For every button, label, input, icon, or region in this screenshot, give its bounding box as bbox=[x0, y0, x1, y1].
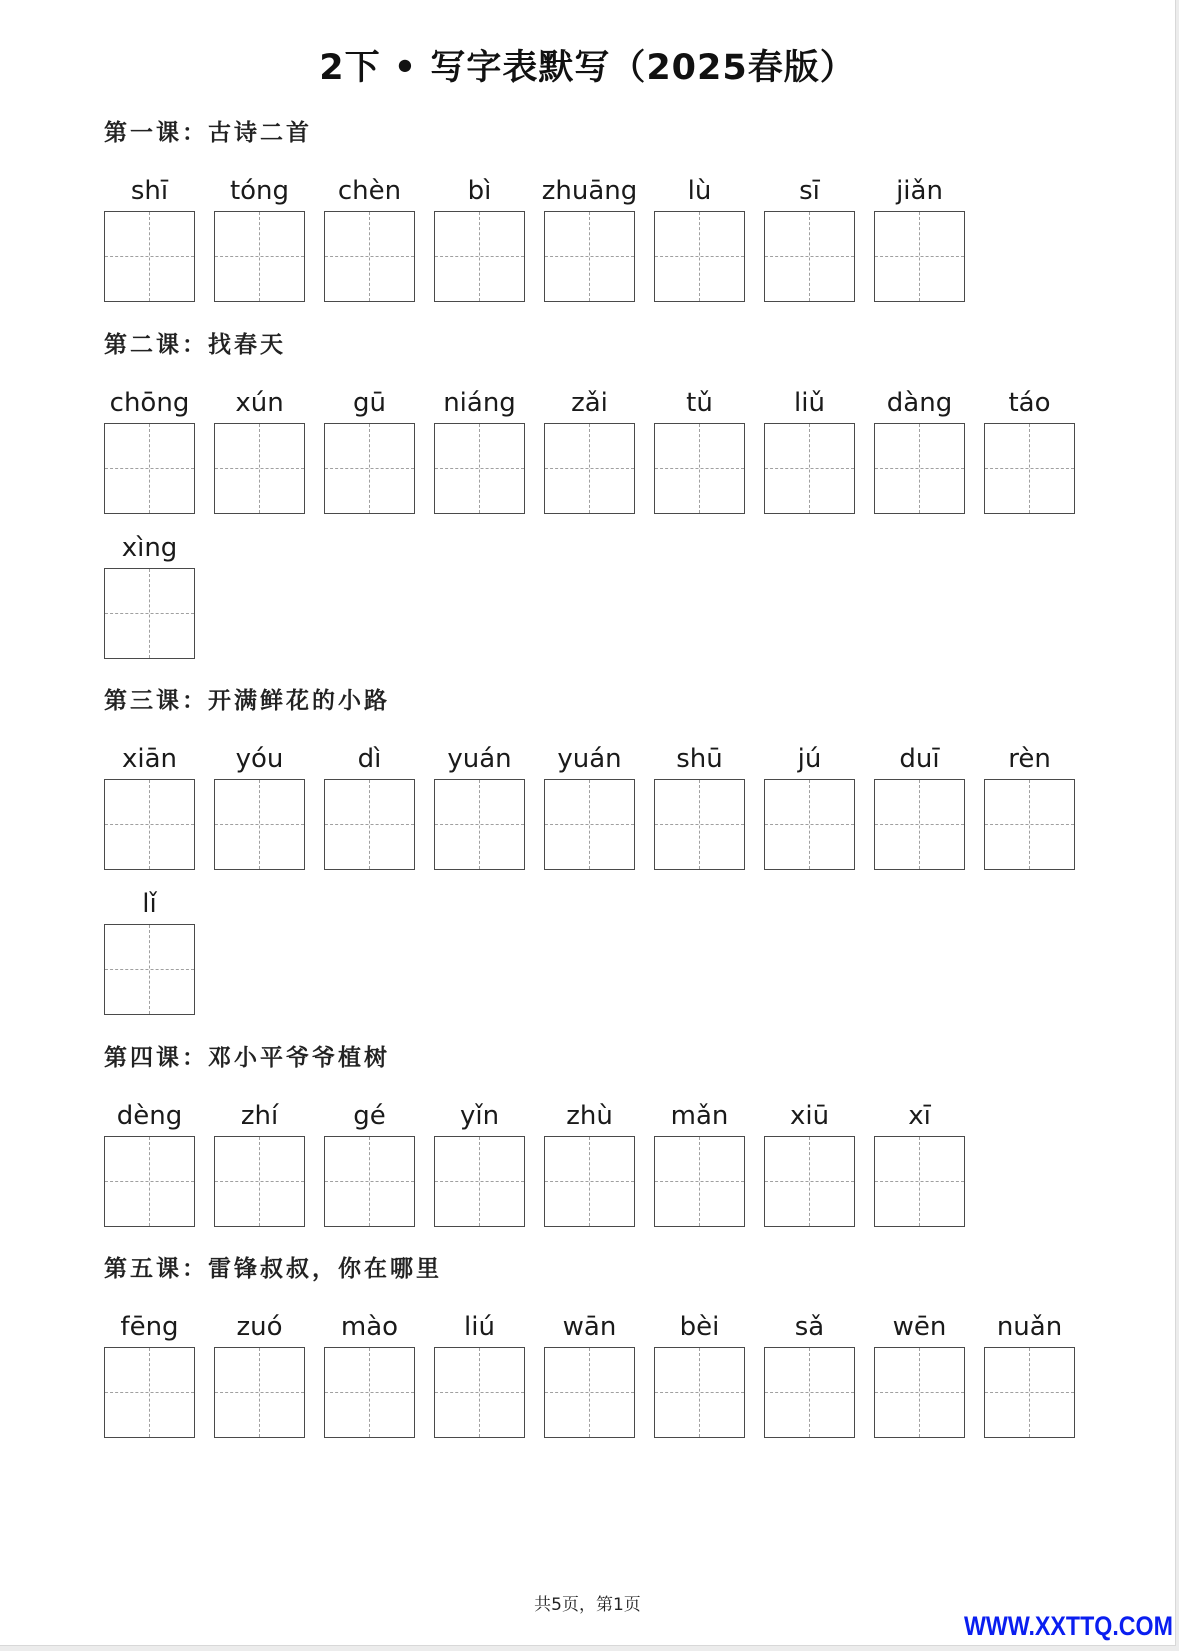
writing-box[interactable] bbox=[984, 779, 1075, 870]
writing-box[interactable] bbox=[654, 211, 745, 302]
pinyin-label: liǔ bbox=[794, 388, 825, 418]
writing-box[interactable] bbox=[874, 1347, 965, 1438]
char-cell bbox=[874, 1097, 965, 1227]
writing-box[interactable] bbox=[984, 1347, 1075, 1438]
pinyin-label: sǎ bbox=[794, 1312, 825, 1342]
pinyin-label: shī bbox=[130, 176, 169, 206]
pinyin-label: chèn bbox=[337, 176, 402, 206]
writing-box[interactable] bbox=[764, 1136, 855, 1227]
pinyin-label: xún bbox=[235, 388, 284, 418]
pinyin-label: gū bbox=[353, 388, 386, 418]
writing-box[interactable] bbox=[654, 779, 745, 870]
pinyin-label: niáng bbox=[443, 388, 516, 418]
pinyin-label: duī bbox=[899, 744, 940, 774]
pinyin-label: dàng bbox=[886, 388, 953, 418]
writing-box[interactable] bbox=[434, 1347, 525, 1438]
pinyin-label: jiǎn bbox=[896, 176, 943, 206]
pinyin-label: fēng bbox=[120, 1312, 179, 1342]
lesson-title: 第四课：邓小平爷爷植树 bbox=[104, 1044, 390, 1071]
char-cell bbox=[764, 384, 855, 514]
pinyin-label: rèn bbox=[1008, 744, 1051, 774]
lesson-4 bbox=[104, 1041, 1075, 1227]
char-cell bbox=[214, 1308, 305, 1438]
pinyin-label: zhù bbox=[566, 1101, 613, 1131]
pinyin-label: zhí bbox=[240, 1101, 279, 1131]
char-grid bbox=[104, 1308, 1075, 1438]
writing-box[interactable] bbox=[874, 423, 965, 514]
lesson-title: 第二课：找春天 bbox=[104, 331, 286, 358]
pinyin-label: xiān bbox=[121, 744, 178, 774]
char-cell bbox=[984, 1308, 1075, 1438]
char-cell bbox=[104, 384, 195, 514]
writing-box[interactable] bbox=[214, 1347, 305, 1438]
writing-box[interactable] bbox=[324, 1347, 415, 1438]
char-grid bbox=[104, 172, 1075, 302]
char-cell bbox=[324, 172, 415, 302]
writing-box[interactable] bbox=[214, 423, 305, 514]
pinyin-label: zǎi bbox=[571, 388, 608, 418]
char-grid bbox=[104, 740, 1075, 1015]
writing-box[interactable] bbox=[764, 1347, 855, 1438]
char-cell bbox=[434, 384, 525, 514]
writing-box[interactable] bbox=[984, 423, 1075, 514]
char-cell bbox=[324, 384, 415, 514]
pinyin-label: wēn bbox=[892, 1312, 947, 1342]
writing-box[interactable] bbox=[544, 779, 635, 870]
pinyin-label: dì bbox=[357, 744, 382, 774]
char-cell bbox=[104, 740, 195, 870]
pinyin-label: tǔ bbox=[686, 388, 713, 418]
char-grid bbox=[104, 384, 1075, 659]
writing-box[interactable] bbox=[324, 1136, 415, 1227]
char-cell bbox=[874, 384, 965, 514]
writing-box[interactable] bbox=[654, 423, 745, 514]
pinyin-label: lù bbox=[687, 176, 712, 206]
char-grid bbox=[104, 1097, 1075, 1227]
pinyin-label: yóu bbox=[235, 744, 284, 774]
lesson-1 bbox=[104, 116, 1075, 302]
pinyin-label: mào bbox=[340, 1312, 399, 1342]
pinyin-label: liú bbox=[464, 1312, 495, 1342]
site-watermark: WWW.XXTTQ.COM bbox=[964, 1611, 1173, 1641]
writing-box[interactable] bbox=[434, 1136, 525, 1227]
writing-box[interactable] bbox=[434, 779, 525, 870]
writing-box[interactable] bbox=[104, 568, 195, 659]
pinyin-label: xī bbox=[908, 1101, 931, 1131]
char-cell bbox=[544, 384, 635, 514]
char-cell bbox=[654, 172, 745, 302]
pinyin-label: jú bbox=[797, 744, 822, 774]
writing-box[interactable] bbox=[654, 1136, 745, 1227]
char-cell bbox=[764, 740, 855, 870]
writing-box[interactable] bbox=[104, 1136, 195, 1227]
pinyin-label: bèi bbox=[679, 1312, 720, 1342]
pinyin-label: gé bbox=[353, 1101, 386, 1131]
writing-box[interactable] bbox=[764, 211, 855, 302]
pinyin-label: nuǎn bbox=[996, 1312, 1063, 1342]
pinyin-label: zhuāng bbox=[541, 176, 638, 206]
writing-box[interactable] bbox=[214, 211, 305, 302]
char-cell bbox=[324, 1097, 415, 1227]
pinyin-label: mǎn bbox=[670, 1101, 729, 1131]
writing-box[interactable] bbox=[764, 779, 855, 870]
char-cell bbox=[764, 172, 855, 302]
pinyin-label: yuán bbox=[447, 744, 512, 774]
char-cell bbox=[874, 1308, 965, 1438]
pinyin-label: dèng bbox=[116, 1101, 183, 1131]
pinyin-label: zuó bbox=[236, 1312, 283, 1342]
char-cell bbox=[544, 1097, 635, 1227]
char-cell bbox=[434, 172, 525, 302]
char-cell bbox=[434, 1308, 525, 1438]
page-title: 2下 • 写字表默写（2025春版） bbox=[319, 48, 856, 88]
char-cell bbox=[214, 384, 305, 514]
lesson-3 bbox=[104, 684, 1075, 1015]
char-cell bbox=[324, 740, 415, 870]
char-cell bbox=[214, 1097, 305, 1227]
pinyin-label: xiū bbox=[789, 1101, 830, 1131]
writing-box[interactable] bbox=[764, 423, 855, 514]
char-cell bbox=[654, 384, 745, 514]
char-cell bbox=[434, 740, 525, 870]
char-cell bbox=[874, 172, 965, 302]
char-cell bbox=[104, 885, 195, 1015]
char-cell bbox=[434, 1097, 525, 1227]
pinyin-label: chōng bbox=[109, 388, 190, 418]
char-cell bbox=[654, 740, 745, 870]
writing-box[interactable] bbox=[434, 423, 525, 514]
char-cell bbox=[544, 1308, 635, 1438]
writing-box[interactable] bbox=[104, 1347, 195, 1438]
char-cell bbox=[104, 529, 195, 659]
char-cell bbox=[104, 1308, 195, 1438]
writing-box[interactable] bbox=[874, 211, 965, 302]
writing-box[interactable] bbox=[214, 1136, 305, 1227]
writing-box[interactable] bbox=[104, 423, 195, 514]
writing-box[interactable] bbox=[654, 1347, 745, 1438]
pinyin-label: shū bbox=[676, 744, 723, 774]
char-cell bbox=[874, 740, 965, 870]
pinyin-label: yǐn bbox=[459, 1101, 500, 1131]
char-cell bbox=[764, 1097, 855, 1227]
pinyin-label: lǐ bbox=[142, 889, 157, 919]
char-cell bbox=[214, 740, 305, 870]
pinyin-label: sī bbox=[799, 176, 820, 206]
char-cell bbox=[764, 1308, 855, 1438]
writing-box[interactable] bbox=[544, 423, 635, 514]
lesson-title: 第五课：雷锋叔叔，你在哪里 bbox=[104, 1255, 442, 1282]
pinyin-label: yuán bbox=[557, 744, 622, 774]
pinyin-label: xìng bbox=[121, 533, 178, 563]
char-cell bbox=[214, 172, 305, 302]
writing-box[interactable] bbox=[324, 211, 415, 302]
lesson-title: 第三课：开满鲜花的小路 bbox=[104, 687, 390, 714]
char-cell bbox=[654, 1097, 745, 1227]
writing-box[interactable] bbox=[544, 1347, 635, 1438]
lesson-5 bbox=[104, 1252, 1075, 1438]
writing-box[interactable] bbox=[324, 423, 415, 514]
writing-box[interactable] bbox=[544, 1136, 635, 1227]
pinyin-label: táo bbox=[1008, 388, 1051, 418]
lesson-2 bbox=[104, 328, 1075, 659]
pinyin-label: tóng bbox=[229, 176, 290, 206]
writing-box[interactable] bbox=[434, 211, 525, 302]
char-cell bbox=[984, 740, 1075, 870]
writing-box[interactable] bbox=[544, 211, 635, 302]
writing-box[interactable] bbox=[874, 1136, 965, 1227]
page-footer: 共5页，第1页 bbox=[534, 1595, 641, 1615]
writing-box[interactable] bbox=[104, 211, 195, 302]
writing-box[interactable] bbox=[104, 924, 195, 1015]
char-cell bbox=[984, 384, 1075, 514]
char-cell bbox=[104, 172, 195, 302]
pinyin-label: bì bbox=[467, 176, 492, 206]
writing-box[interactable] bbox=[874, 779, 965, 870]
char-cell bbox=[324, 1308, 415, 1438]
char-cell bbox=[104, 1097, 195, 1227]
char-cell bbox=[544, 740, 635, 870]
writing-box[interactable] bbox=[324, 779, 415, 870]
lesson-title: 第一课：古诗二首 bbox=[104, 119, 312, 146]
writing-box[interactable] bbox=[214, 779, 305, 870]
char-cell bbox=[541, 172, 638, 302]
char-cell bbox=[654, 1308, 745, 1438]
pinyin-label: wān bbox=[562, 1312, 617, 1342]
writing-box[interactable] bbox=[104, 779, 195, 870]
